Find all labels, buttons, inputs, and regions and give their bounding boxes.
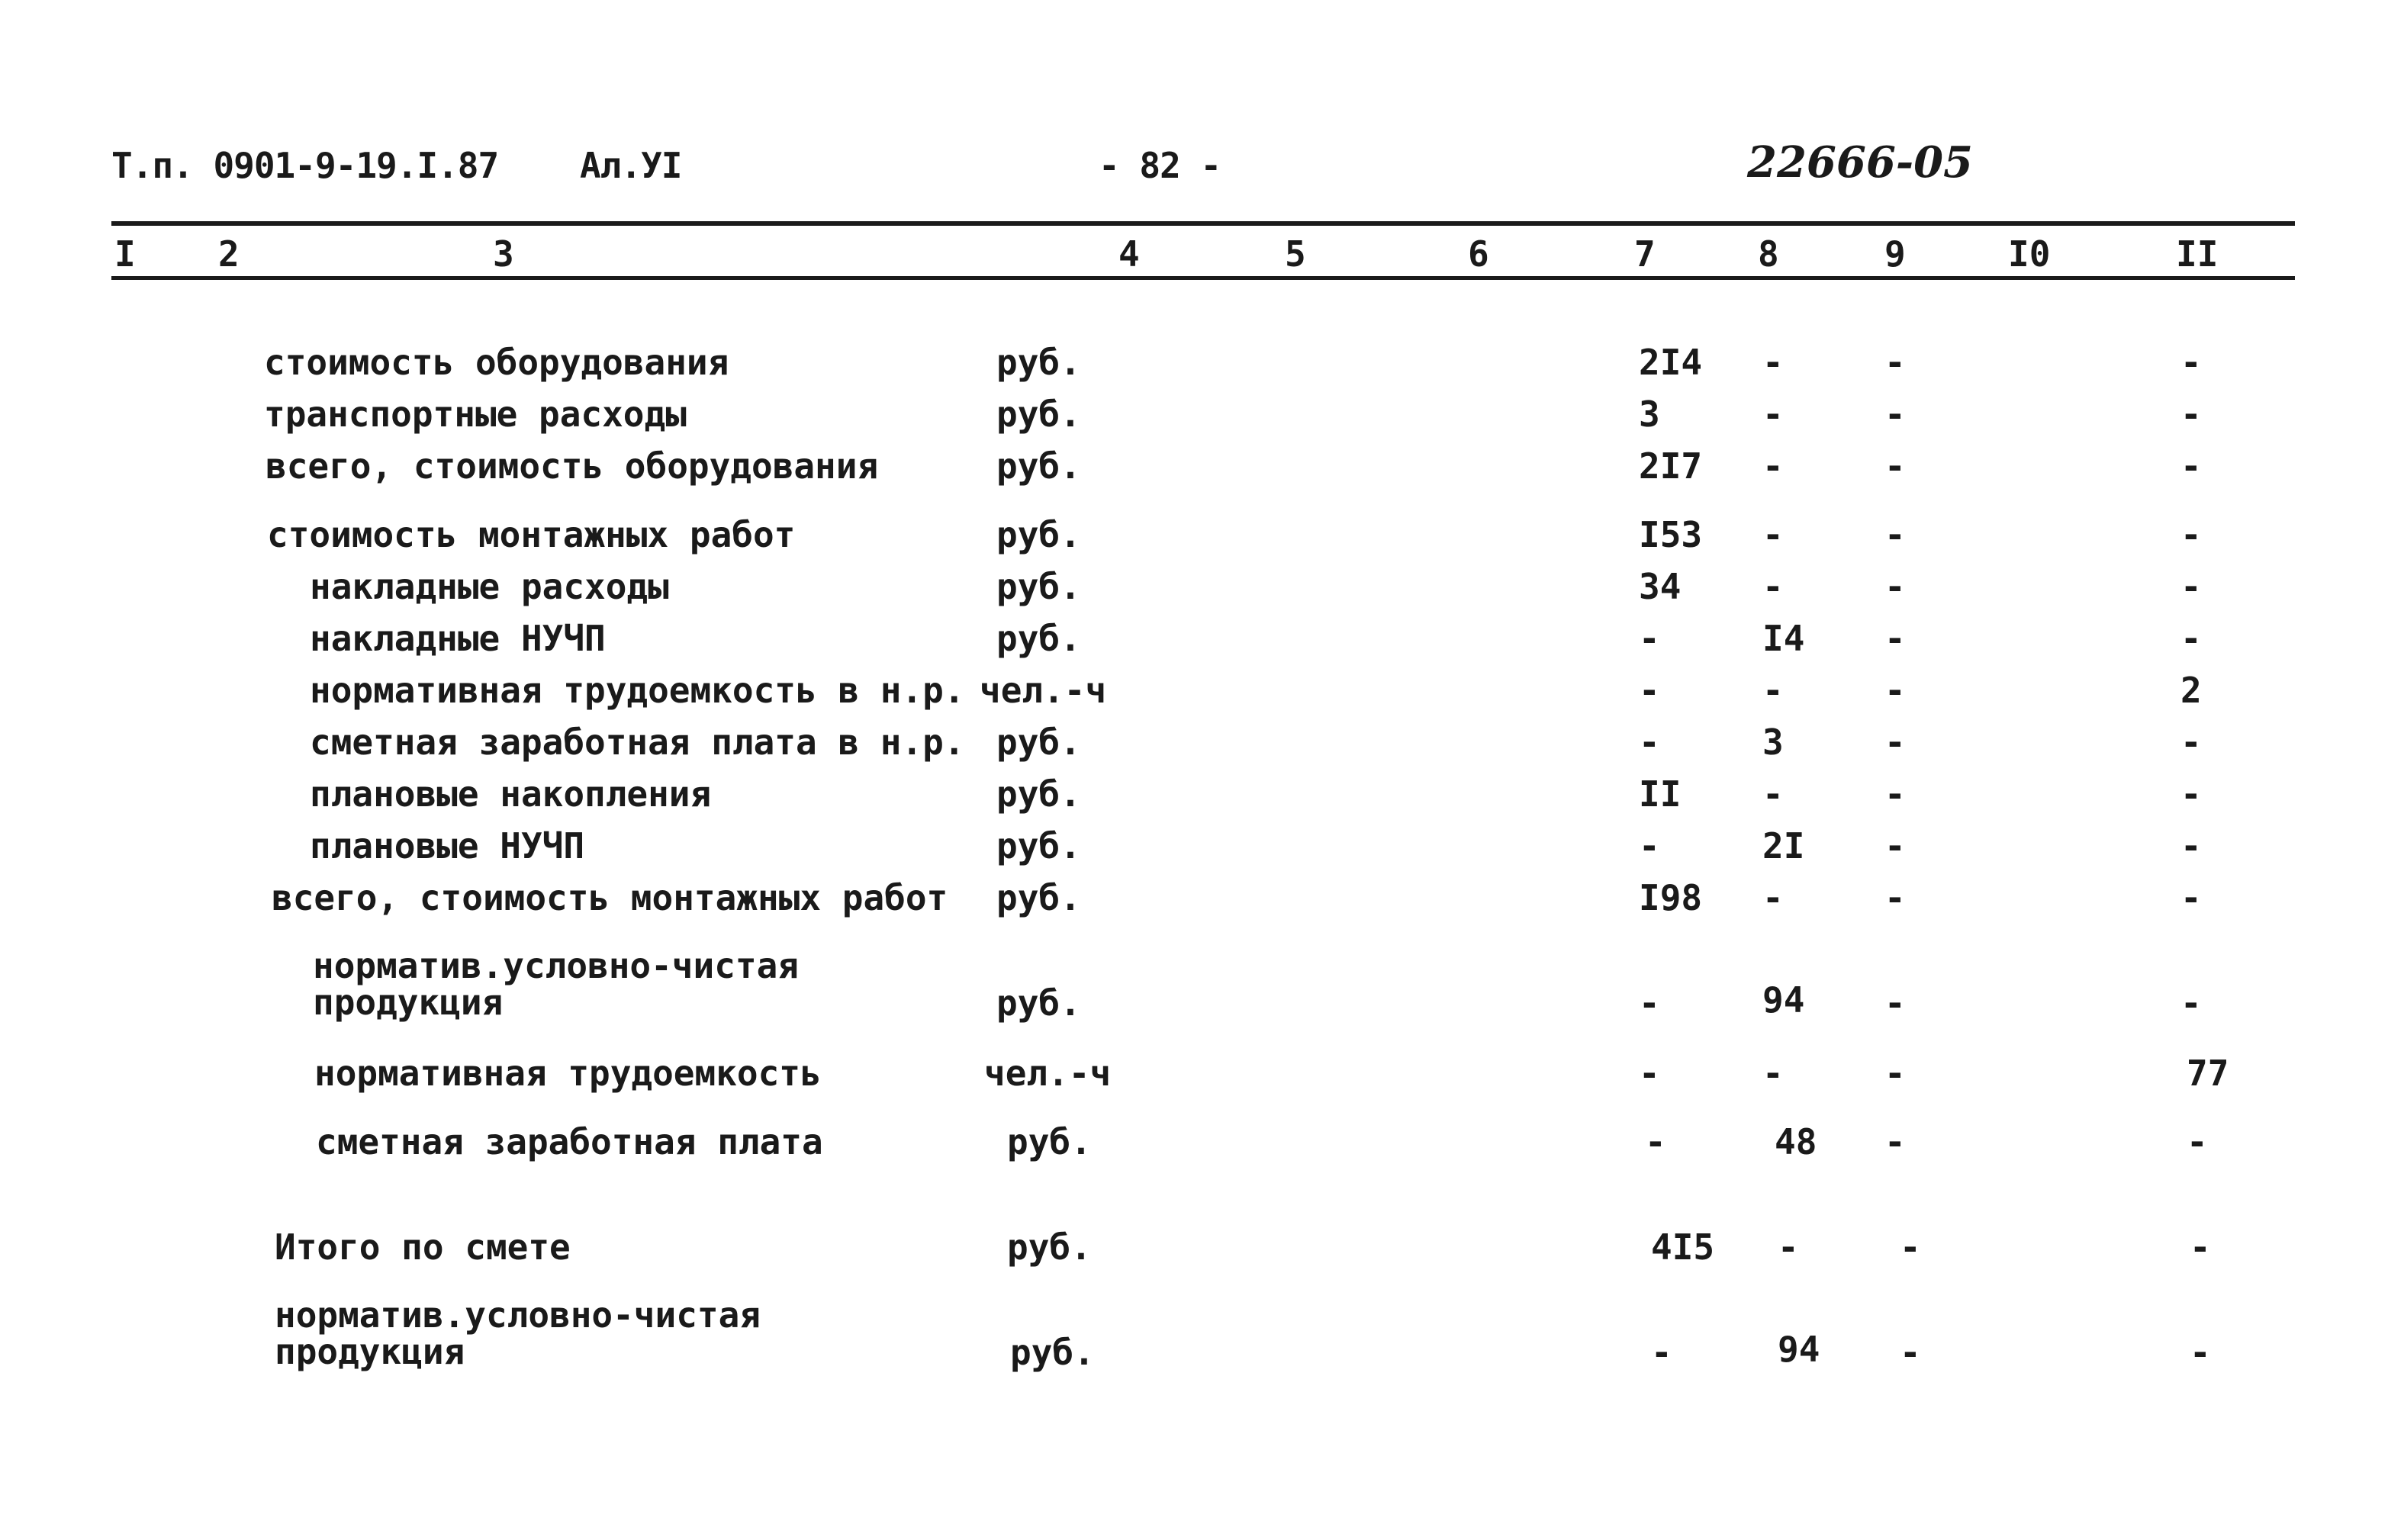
document-stamp: 22666-05 xyxy=(1747,137,1973,188)
cell-col7: - xyxy=(1639,618,1660,659)
cell-col7: 2I7 xyxy=(1639,445,1703,487)
cell-col7: - xyxy=(1639,982,1660,1024)
cell-col11: 2 xyxy=(2180,670,2202,711)
row-unit: руб. xyxy=(996,722,1081,763)
cell-col8: 94 xyxy=(1762,979,1805,1021)
row-name: сметная заработная плата xyxy=(316,1121,823,1162)
cell-col11: - xyxy=(2180,722,2202,763)
cell-col7: I53 xyxy=(1639,514,1703,555)
cell-col11: - xyxy=(2180,825,2202,866)
cell-col11: - xyxy=(2180,618,2202,659)
cell-col9: - xyxy=(1884,982,1906,1024)
row-name: сметная заработная плата в н.р. xyxy=(310,722,965,763)
cell-col7: 3 xyxy=(1639,394,1660,435)
cell-col11: - xyxy=(2180,394,2202,435)
cell-col7: - xyxy=(1639,722,1660,763)
column-number: I xyxy=(114,233,136,275)
row-name: нормативная трудоемкость в н.р. xyxy=(310,670,965,711)
cell-col9: - xyxy=(1884,342,1906,383)
row-unit: руб. xyxy=(996,773,1081,815)
table-row xyxy=(0,1227,2388,1275)
cell-col7: 34 xyxy=(1639,566,1682,607)
column-number: 4 xyxy=(1118,233,1140,275)
row-name: всего, стоимость оборудования xyxy=(266,445,879,487)
cell-col11: - xyxy=(2180,445,2202,487)
cell-col11: - xyxy=(2190,1332,2211,1373)
row-unit: руб. xyxy=(996,445,1081,487)
row-name: нормативная трудоемкость xyxy=(314,1053,822,1094)
cell-col9: - xyxy=(1884,670,1906,711)
table-row xyxy=(0,825,2388,874)
row-name: плановые накопления xyxy=(310,773,712,815)
cell-col8: - xyxy=(1762,877,1784,918)
cell-col9: - xyxy=(1884,1121,1906,1162)
row-unit: руб. xyxy=(1007,1121,1092,1162)
cell-col8: - xyxy=(1762,394,1784,435)
cell-col11: - xyxy=(2180,342,2202,383)
table-row xyxy=(0,1053,2388,1101)
cell-col9: - xyxy=(1884,773,1906,815)
row-name: плановые НУЧП xyxy=(310,825,585,866)
row-unit: чел.-ч xyxy=(984,1053,1112,1094)
row-name: накладные НУЧП xyxy=(310,618,606,659)
cell-col11: - xyxy=(2180,566,2202,607)
column-number: 3 xyxy=(493,233,514,275)
table-row xyxy=(0,877,2388,926)
cell-col11: - xyxy=(2180,877,2202,918)
table-row xyxy=(0,1294,2388,1382)
cell-col7: 2I4 xyxy=(1639,342,1703,383)
cell-col9: - xyxy=(1900,1227,1921,1268)
row-name-line1: норматив.условно-чистая xyxy=(313,945,799,986)
cell-col9: - xyxy=(1884,722,1906,763)
row-unit: руб. xyxy=(1007,1227,1092,1268)
cell-col8: - xyxy=(1762,445,1784,487)
cell-col9: - xyxy=(1884,566,1906,607)
cell-col11: - xyxy=(2187,1121,2208,1162)
cell-col7: II xyxy=(1639,773,1682,815)
column-number: 9 xyxy=(1884,233,1906,275)
cell-col9: - xyxy=(1884,1053,1906,1094)
document-reference xyxy=(111,145,681,186)
row-unit: чел.-ч xyxy=(980,670,1107,711)
column-number: 2 xyxy=(218,233,240,275)
cell-col9: - xyxy=(1884,394,1906,435)
cell-col7: I98 xyxy=(1639,877,1703,918)
row-unit: руб. xyxy=(996,877,1081,918)
row-name-line1: норматив.условно-чистая xyxy=(275,1294,761,1336)
album-ref: Ал.УI xyxy=(579,145,682,186)
column-number: 8 xyxy=(1758,233,1779,275)
row-name: Итого по смете xyxy=(275,1227,571,1268)
row-unit: руб. xyxy=(996,982,1081,1024)
table-row xyxy=(0,566,2388,615)
cell-col11: 77 xyxy=(2187,1053,2229,1094)
cell-col8: I4 xyxy=(1762,618,1805,659)
row-name: накладные расходы xyxy=(310,566,669,607)
cell-col9: - xyxy=(1884,825,1906,866)
table-row xyxy=(0,1121,2388,1170)
cell-col8: - xyxy=(1762,342,1784,383)
table-row xyxy=(0,773,2388,822)
column-number: 6 xyxy=(1468,233,1489,275)
row-name: стоимость оборудования xyxy=(264,342,729,383)
cell-col8: - xyxy=(1778,1227,1799,1268)
row-unit: руб. xyxy=(996,514,1081,555)
table-row xyxy=(0,342,2388,391)
table-row xyxy=(0,670,2388,719)
cell-col9: - xyxy=(1884,877,1906,918)
header-rule-bottom xyxy=(111,276,2295,280)
cell-col7: - xyxy=(1639,670,1660,711)
row-unit: руб. xyxy=(996,566,1081,607)
column-number: 5 xyxy=(1285,233,1306,275)
table-row xyxy=(0,945,2388,1033)
cell-col8: 94 xyxy=(1778,1329,1820,1370)
row-unit: руб. xyxy=(1010,1332,1095,1373)
cell-col9: - xyxy=(1900,1332,1921,1373)
row-unit: руб. xyxy=(996,342,1081,383)
table-row xyxy=(0,722,2388,770)
cell-col11: - xyxy=(2180,773,2202,815)
cell-col7: - xyxy=(1639,825,1660,866)
header-rule-top xyxy=(111,221,2295,226)
cell-col9: - xyxy=(1884,618,1906,659)
column-number: II xyxy=(2176,233,2219,275)
row-name-line2: продукция xyxy=(313,982,504,1023)
cell-col8: 2I xyxy=(1762,825,1805,866)
table-row xyxy=(0,514,2388,563)
cell-col8: - xyxy=(1762,773,1784,815)
cell-col8: - xyxy=(1762,670,1784,711)
cell-col11: - xyxy=(2180,514,2202,555)
table-row xyxy=(0,394,2388,442)
row-name: транспортные расходы xyxy=(264,394,687,435)
cell-col8: - xyxy=(1762,566,1784,607)
row-unit: руб. xyxy=(996,618,1081,659)
row-name: всего, стоимость монтажных работ xyxy=(272,877,948,918)
cell-col7: - xyxy=(1651,1332,1672,1373)
cell-col8: 48 xyxy=(1775,1121,1817,1162)
cell-col11: - xyxy=(2180,982,2202,1024)
column-number: 7 xyxy=(1634,233,1656,275)
row-name: стоимость монтажных работ xyxy=(267,514,796,555)
cell-col9: - xyxy=(1884,514,1906,555)
row-unit: руб. xyxy=(996,394,1081,435)
cell-col7: - xyxy=(1639,1053,1660,1094)
page-number: - 82 - xyxy=(1099,145,1221,186)
doc-ref: Т.п. 0901-9-19.I.87 xyxy=(111,145,499,186)
row-name-line2: продукция xyxy=(275,1331,465,1372)
cell-col11: - xyxy=(2190,1227,2211,1268)
cell-col7: - xyxy=(1645,1121,1666,1162)
cell-col9: - xyxy=(1884,445,1906,487)
row-unit: руб. xyxy=(996,825,1081,866)
cell-col7: 4I5 xyxy=(1651,1227,1715,1268)
table-row xyxy=(0,618,2388,667)
table-row xyxy=(0,445,2388,494)
cell-col8: - xyxy=(1762,1053,1784,1094)
cell-col8: 3 xyxy=(1762,722,1784,763)
cell-col8: - xyxy=(1762,514,1784,555)
column-number: I0 xyxy=(2008,233,2051,275)
